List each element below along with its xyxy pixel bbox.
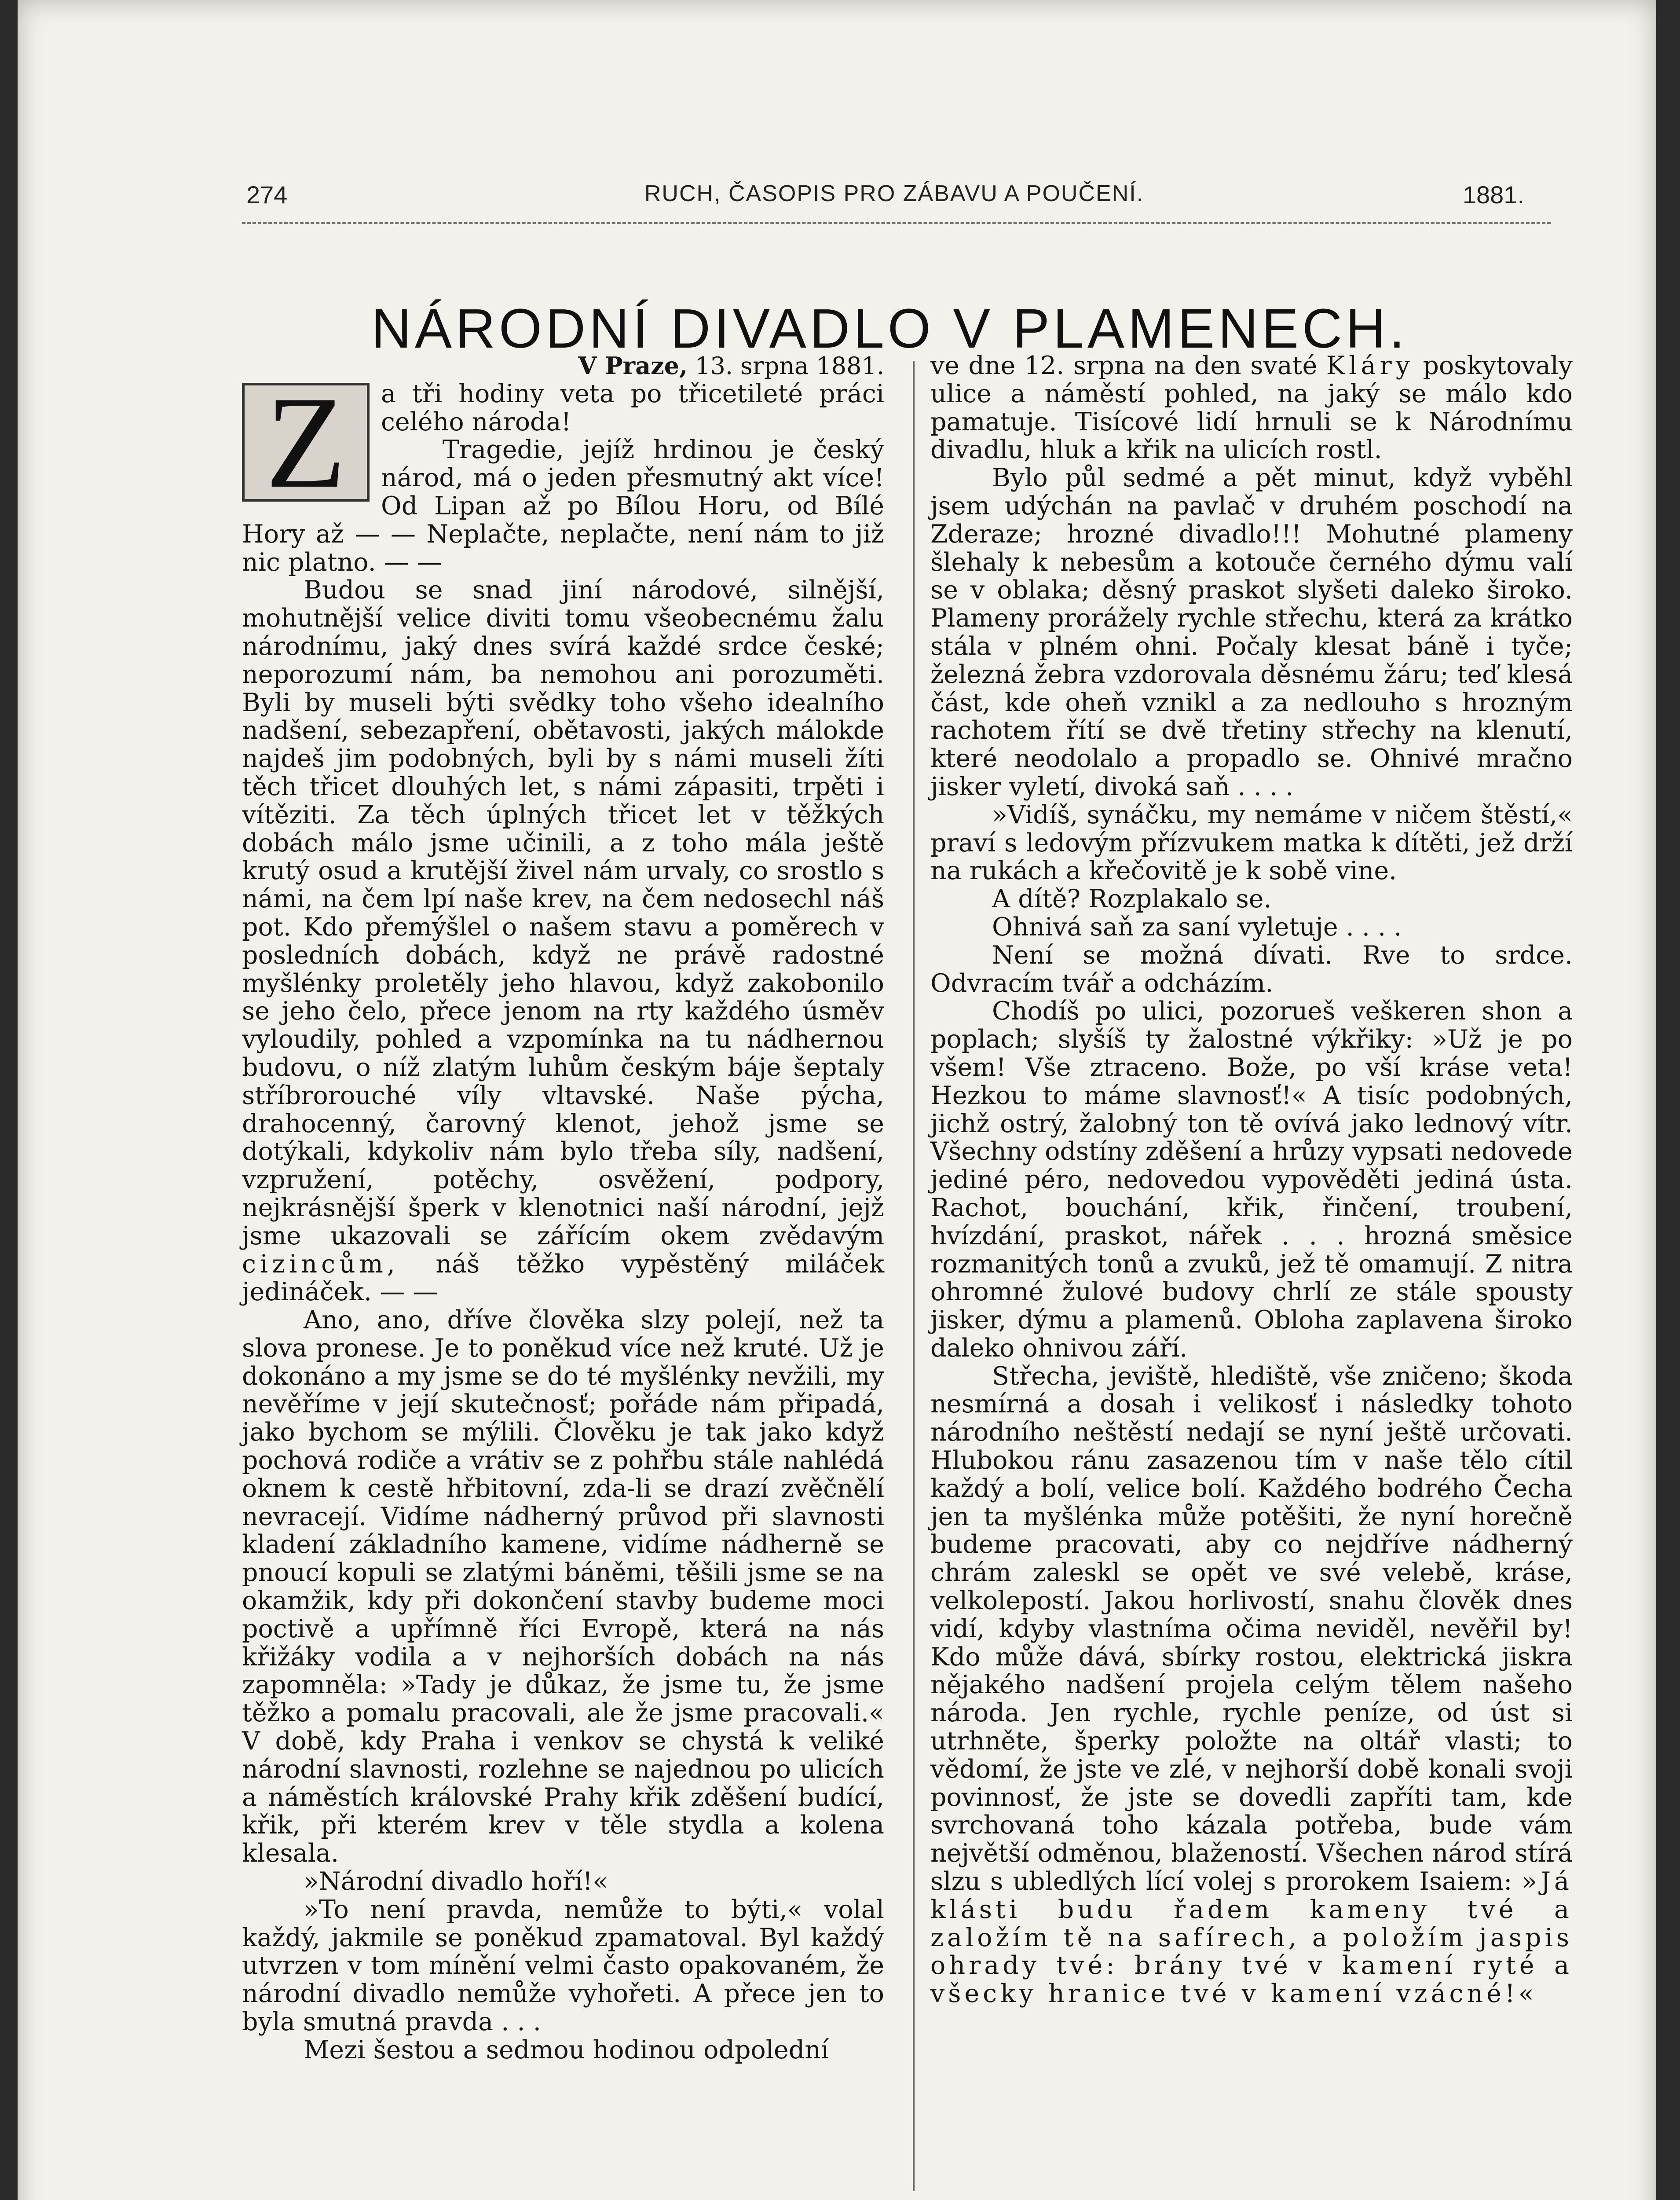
right-paragraph-8: [930, 1363, 1573, 2008]
drop-cap-initial: Z: [242, 383, 370, 502]
right-paragraph-6: Není se možná dívati. Rve to srdce. Odvracím tvář a odcházím.: [930, 940, 1573, 998]
left-paragraph-3-end: náš těžko vypěstěný miláček jedináček. — —: [242, 1249, 884, 1307]
left-paragraph-6: »To není pravda, nemůže to býti,« volal každý, jakmile se poněkud zpamatoval. Byl každý utvrzen v tom mínění velmi často opakovaném, že národní divadlo nemůže vyhořeti. A přece jen to byla smutná pravda . . .: [242, 1895, 884, 2037]
spaced-word-cizincum: cizincům,: [242, 1249, 399, 1279]
header-rule: [242, 222, 1551, 224]
right-paragraph-4: A dítě? Rozplakalo se.: [992, 884, 1272, 914]
left-paragraph-3: [242, 576, 884, 1306]
left-paragraph-3-text: Budou se snad jiní národové, silnější, mohutnější velice diviti tomu všeobecnému žalu národnímu, jaký dnes svírá každé srdce české; neporozumí nám, ba nemohou ani porozuměti. Byli by museli býti svědky toho všeho idealního nadšení, sebezapření, obětavosti, jakých málokde najdeš jim podobných, byli by s námi museli žíti těch třicet dlouhých let, s námi zápasiti, trpěti i vítěziti. Za těch úplných třicet let v těžkých dobách málo jsme učinili, a z toho mála ještě krutý osud a krutější živel nám urvaly, co srostlo s námi, na čem lpí naše krev, na čem nedosechl náš pot. Kdo přemýšlel o našem stavu a poměrech v posledních dobách, když ne právě radostné myšlénky proletěly jeho hlavou, když zakobonilo se jeho čelo, přece jenom na rty každého úsměv vyloudily, pohled a vzpomínka na tu nádhernou budovu, o níž zlatým luhům českým báje šeptaly stříbrorouché víly vltavské. Naše pýcha, drahocenný, čarovný klenot, jehož jsme se dotýkali, kdykoliv nám bylo třeba síly, nadšení, vzpružení, potěchy, osvěžení, podpory, nejkrásnější šperk v klenotnici naší národní, jejž jsme ukazovali se zářícím okem zvědavým: [242, 576, 884, 1250]
right-paragraph-2: Bylo půl sedmé a pět minut, když vyběhl jsem udýchán na pavlač v druhém poschodí na Zderaze; hrozné divadlo!!! Mohutné plameny šlehaly k nebesům a kotouče černého dýmu valí se v oblaka; děsný praskot slyšeti daleko široko. Plameny prorážely rychle střechu, která za krátko stála v plném ohni. Počaly klesat báně i tyče; železná žebra vzdorovala děsnému žáru; teď klesá část, kde oheň vznikl a za nedlouho s hrozným rachotem řítí se dvě třetiny střechy na klenutí, které neodolalo a propadlo se. Ohnivé mračno jisker vyletí, divoká saň . . . .: [930, 463, 1573, 801]
article-title: NÁRODNÍ DIVADLO V PLAMENECH.: [371, 297, 1409, 360]
right-paragraph-7: Chodíš po ulici, pozorueš veškeren shon a poplach; slyšíš ty žalostné výkřiky: »Už je po všem! Vše ztraceno. Bože, po vší kráse veta! Hezkou to máme slavnosť!« A tisíc podobných, jichž ostrý, žalobný ton tě ovívá jako lednový vítr. Všechny odstíny zděšení a hrůzy vypsati nedovede jediné péro, nedovedou vypověděti jediná ústa. Rachot, bouchání, křik, řinčení, troubení, hvízdání, praskot, nářek . . . hrozná směsice rozmanitých tonů a zvuků, jež tě omamují. Z nitra ohromné žulové budovy chrlí ze stále spousty jisker, dýmu a plamenů. Obloha zaplavena široko daleko ohnivou září.: [930, 997, 1573, 1363]
isaiah-quote: »Já klásti budu řadem kameny tvé a založím tě na safírech, a položím jaspis ohrady tvé: brány tvé v kamení ryté a všecky hranice tvé v kamení vzácné!«: [930, 1867, 1573, 2009]
right-paragraph-1: [930, 352, 1573, 464]
magazine-page: [18, 0, 1656, 2200]
right-column: [930, 352, 1573, 2008]
left-paragraph-1: a tři hodiny veta po třicetileté práci celého národa!: [381, 379, 884, 436]
right-paragraph-8-text: Střecha, jeviště, hlediště, vše zničeno; škoda nesmírná a dosah i velikosť i následky tohoto národního neštěstí nedají se nyní ještě určovati. Hlubokou ránu zasazenou tím v naše tělo cítil každý a bolí, velice bolí. Každého bodrého Čecha jen ta myšlénka může potěšiti, že nyní horečně budeme pracovati, aby co nejdříve nádherný chrám zaleskl se opět ve své velebě, kráse, velkolepostí. Jakou horlivostí, snahu člověk dnes vidí, kdyby vlastníma očima neviděl, nevěřil by! Kdo může dává, sbírky rostou, elektrická jiskra nějakého nadšení projela celým tělem našeho národa. Jen rychle, rychle peníze, od úst si utrhněte, šperky položte na oltář vlasti; to vědomí, že jste ve zlé, v nejhorší době konali svoji povinnosť, že jste se dovedli zapříti tam, kde svrchovaná toho kázala potřeba, bude vám největší odměnou, blažeností. Všechen národ stírá slzu s ubledlých lící volej s prorokem Isaiem:: [930, 1361, 1573, 1896]
right-paragraph-3: »Vidíš, synáčku, my nemáme v ničem štěstí,« praví s ledovým přízvukem matka k dítěti, jež drží na rukách a křečovitě je k sobě vine.: [930, 800, 1573, 886]
column-divider: [913, 361, 915, 2191]
dateline-date: 13. srpna 1881.: [695, 352, 884, 380]
left-paragraph-5: »Národní divadlo hoří!«: [304, 1867, 608, 1896]
header-year: 1881.: [1462, 181, 1524, 209]
left-paragraph-4: Ano, ano, dříve člověka slzy polejí, než ta slova pronese. Je to poněkud více než kruté. Už je dokonáno a my jsme se do té myšlénky nevžili, my nevěříme v její skutečnosť; pořáde nám připadá, jako bychom se mýlili. Člověku je tak jako když pochová rodiče a vrátiv se z pohřbu stále nahlédá oknem k cestě hřbitovní, zda-li se drazí zvěčnělí nevracejí. Vidíme nádherný průvod při slavnosti kladení základního kamene, vidíme nádherně se pnoucí kopuli se zlatými báněmi, těšili jsme se na okamžik, kdy při dokončení stavby budeme moci poctivě a upřímně říci Evropě, která na nás křižáky vodila a v nejhorších dobách na nás zapomněla: »Tady je důkaz, že jsme tu, že jsme těžko a pomalu pracovali, ale že jsme pracovali.« V době, kdy Praha i venkov se chystá k veliké národní slavnosti, rozlehne se najednou po ulicích a náměstích královské Prahy křik zděšení budící, křik, při kterém krev v těle stydla a kolena klesala.: [242, 1305, 884, 1868]
dateline-place: V Praze,: [578, 352, 688, 380]
running-title: RUCH, ČASOPIS PRO ZÁBAVU A POUČENÍ.: [644, 181, 1144, 206]
left-paragraph-7: Mezi šestou a sedmou hodinou odpolední: [304, 2035, 829, 2064]
spaced-word-klary: Kláry: [1326, 351, 1414, 380]
page-number: 274: [246, 181, 288, 209]
page-header: [246, 172, 1542, 224]
right-paragraph-1-end: poskytovaly ulice a náměstí pohled, na jaký se málo kdo pamatuje. Tisícové lidí hrnuli se k Národnímu divadlu, hluk a křik na ulicích rostl.: [930, 351, 1573, 465]
right-paragraph-1-text: ve dne 12. srpna na den svaté: [930, 351, 1318, 380]
right-paragraph-5: Ohnivá saň za saní vyletuje . . . .: [992, 912, 1402, 942]
left-paragraph-2: Tragedie, jejíž hrdinou je český národ, má o jeden přesmutný akt více! Od Lipan až po Bílou Horu, od Bílé Hory až — — Neplačte, neplačte, není nám to již nic platno. — —: [242, 435, 884, 577]
left-column: [242, 352, 884, 2064]
